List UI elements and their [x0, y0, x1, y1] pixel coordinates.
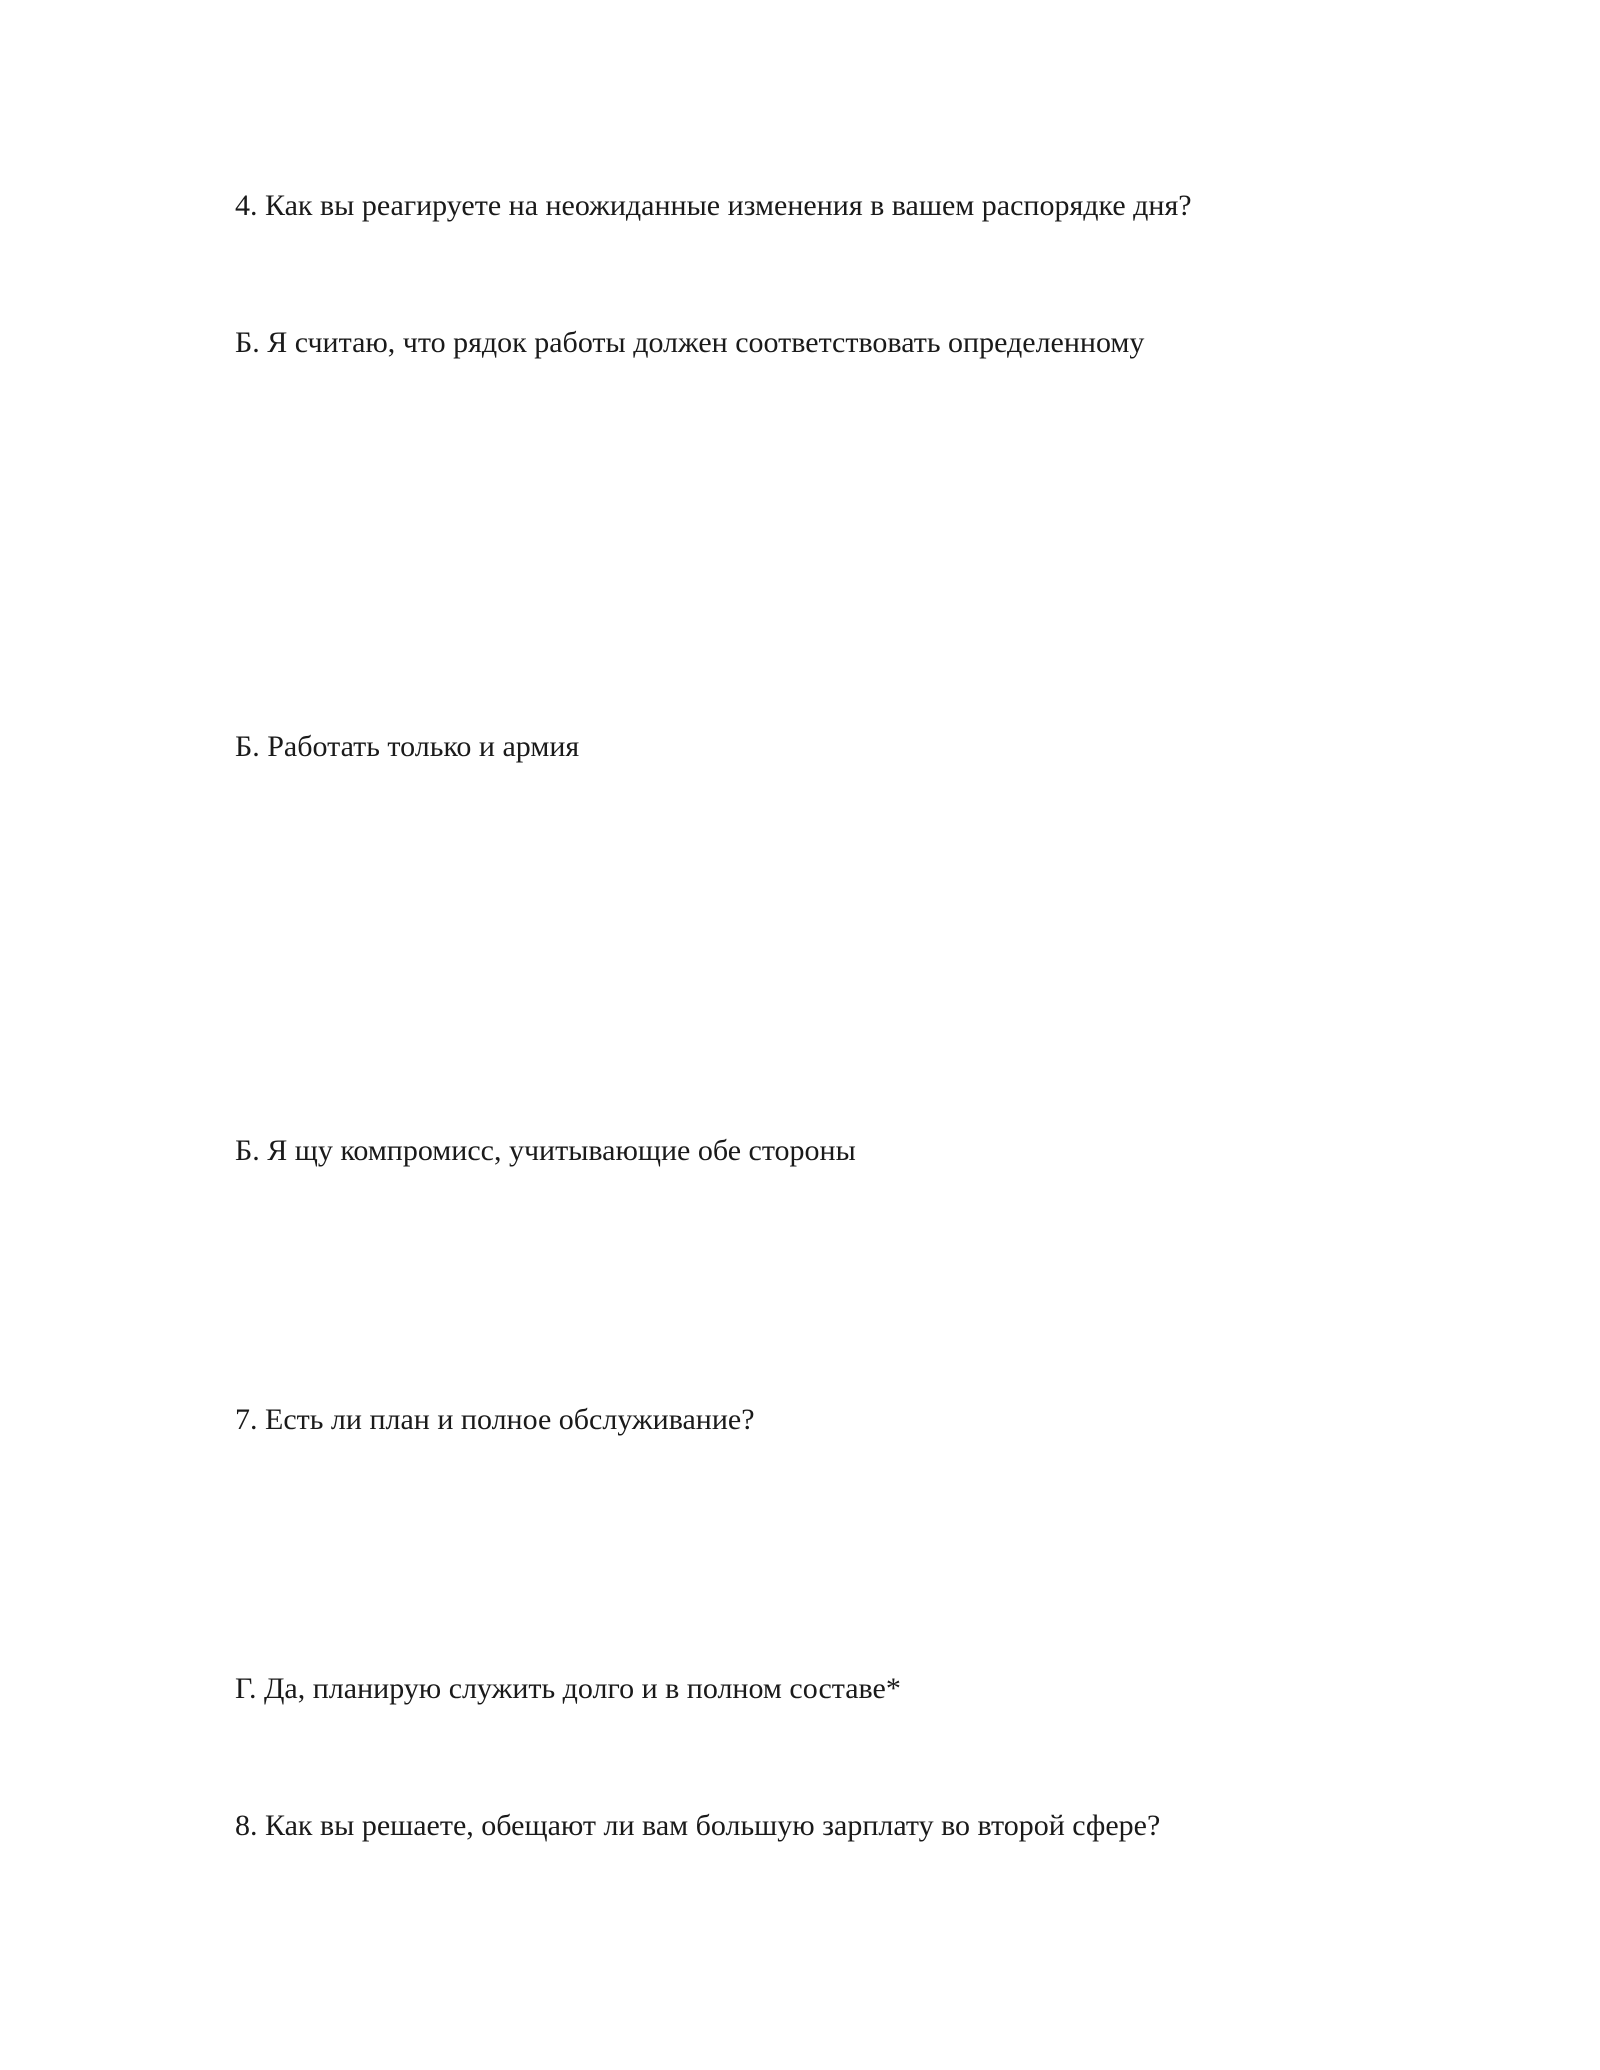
question-8: 8. Как вы решаете, обещают ли вам большую зарплату во второй сфере? [235, 1809, 1161, 1842]
question-7: 7. Есть ли план и полное обслуживание? [235, 1403, 755, 1436]
answer-b-compromise: Б. Я щу компромисс, учитывающие обе стороны [235, 1134, 856, 1167]
answer-b-army: Б. Работать только и армия [235, 730, 580, 763]
answer-b-schedule: Б. Я считаю, что рядок работы должен соответствовать определенному [235, 326, 1145, 359]
answer-g-service: Г. Да, планирую служить долго и в полном составе* [235, 1672, 901, 1705]
question-4: 4. Как вы реагируете на неожиданные изменения в вашем распорядке дня? [235, 189, 1192, 222]
